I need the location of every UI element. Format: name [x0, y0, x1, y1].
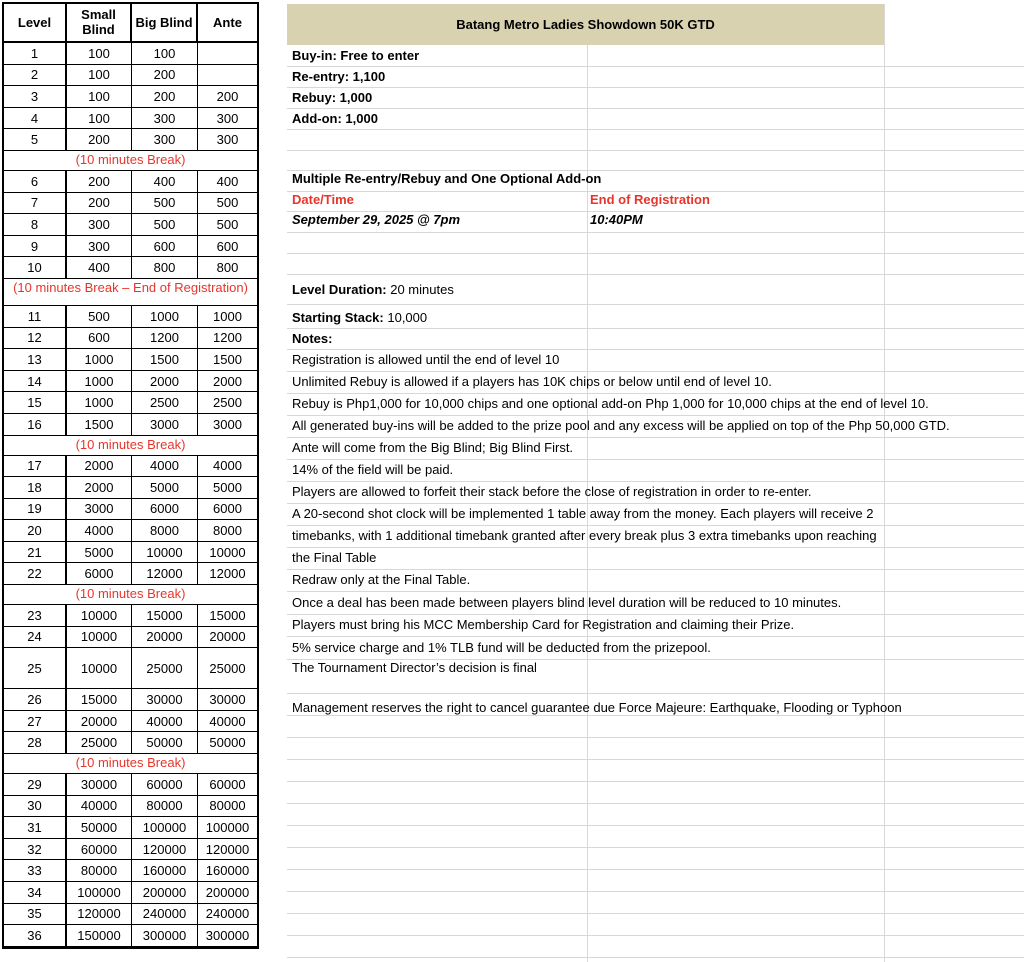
table-row	[4, 925, 257, 947]
gridline	[287, 569, 1024, 570]
small-blind-cell: 30000	[67, 774, 132, 796]
ante-cell: 600	[198, 236, 257, 258]
gridline	[287, 935, 1024, 936]
table-row	[4, 43, 257, 65]
big-blind-cell: 1500	[132, 349, 198, 371]
table-row	[4, 860, 257, 882]
small-blind-cell: 100000	[67, 882, 132, 904]
small-blind-cell: 600	[67, 328, 132, 350]
table-row	[4, 214, 257, 236]
ante-cell: 1500	[198, 349, 257, 371]
table-row	[4, 129, 257, 151]
ante-cell: 2000	[198, 371, 257, 393]
date-time-label: Date/Time	[292, 192, 354, 207]
ante-cell: 500	[198, 193, 257, 215]
gridline	[287, 87, 1024, 88]
table-row	[4, 796, 257, 818]
gridline	[287, 274, 1024, 275]
table-row	[4, 882, 257, 904]
level-cell: 25	[4, 648, 67, 689]
break-label: (10 minutes Break)	[4, 436, 257, 456]
gridline	[287, 891, 1024, 892]
note-line: A 20-second shot clock will be implemented 1 table away from the money. Each players will receive 2	[292, 506, 874, 521]
level-cell: 9	[4, 236, 67, 258]
ante-cell: 4000	[198, 456, 257, 478]
note-line: 14% of the field will be paid.	[292, 462, 454, 477]
gridline	[287, 636, 1024, 637]
ante-cell: 10000	[198, 542, 257, 564]
break-label: (10 minutes Break)	[4, 754, 257, 774]
big-blind-cell: 30000	[132, 689, 198, 711]
level-cell: 2	[4, 65, 67, 87]
ante-cell: 800	[198, 257, 257, 279]
level-cell: 6	[4, 171, 67, 193]
note-line: Players are allowed to forfeit their stack before the close of registration in order to re-enter.	[292, 484, 812, 499]
gridline	[287, 129, 1024, 130]
note-line: Once a deal has been made between players blind level duration will be reduced to 10 minutes.	[292, 595, 842, 610]
small-blind-cell: 200	[67, 171, 132, 193]
big-blind-cell: 500	[132, 214, 198, 236]
ante-cell: 100000	[198, 817, 257, 839]
small-blind-cell: 2000	[67, 477, 132, 499]
table-row	[4, 542, 257, 564]
big-blind-cell: 5000	[132, 477, 198, 499]
table-row	[4, 86, 257, 108]
level-cell: 26	[4, 689, 67, 711]
big-blind-cell: 300000	[132, 925, 198, 947]
level-cell: 28	[4, 732, 67, 754]
ante-cell: 40000	[198, 711, 257, 733]
ante-cell: 240000	[198, 904, 257, 926]
add-on-text: Add-on: 1,000	[292, 111, 378, 126]
break-row	[4, 279, 257, 306]
table-row	[4, 171, 257, 193]
ante-cell: 8000	[198, 520, 257, 542]
level-cell: 15	[4, 392, 67, 414]
table-row	[4, 236, 257, 258]
level-duration	[292, 283, 454, 296]
gridline	[287, 108, 1024, 109]
note-line: the Final Table	[292, 550, 377, 565]
table-row	[4, 689, 257, 711]
note-line: 5% service charge and 1% TLB fund will be deducted from the prizepool.	[292, 640, 711, 655]
table-header-row	[4, 4, 257, 43]
small-blind-cell: 1000	[67, 392, 132, 414]
ante-cell: 200	[198, 86, 257, 108]
ante-cell: 25000	[198, 648, 257, 689]
gridline	[287, 66, 1024, 67]
level-cell: 23	[4, 605, 67, 627]
tournament-title: Batang Metro Ladies Showdown 50K GTD	[287, 4, 884, 45]
small-blind-cell: 3000	[67, 499, 132, 521]
note-line: The Tournament Director’s decision is final	[292, 660, 537, 675]
small-blind-cell: 15000	[67, 689, 132, 711]
re-entry-text: Re-entry: 1,100	[292, 69, 386, 84]
small-blind-cell: 200	[67, 193, 132, 215]
ante-cell: 200000	[198, 882, 257, 904]
table-row	[4, 648, 257, 689]
gridline	[287, 759, 1024, 760]
multiple-entry-text: Multiple Re-entry/Rebuy and One Optional Add-on	[292, 171, 602, 186]
table-row	[4, 414, 257, 436]
big-blind-cell: 600	[132, 236, 198, 258]
big-blind-cell: 4000	[132, 456, 198, 478]
table-row	[4, 456, 257, 478]
level-cell: 12	[4, 328, 67, 350]
ante-cell: 1200	[198, 328, 257, 350]
level-cell: 7	[4, 193, 67, 215]
big-blind-cell: 100000	[132, 817, 198, 839]
level-duration-value: 20 minutes	[386, 282, 454, 297]
note-line: timebanks, with 1 additional timebank granted after every break plus 3 extra timebanks upon reaching	[292, 528, 877, 543]
table-row	[4, 371, 257, 393]
gridline	[287, 459, 1024, 460]
small-blind-cell: 25000	[67, 732, 132, 754]
gridline	[287, 371, 1024, 372]
level-cell: 1	[4, 43, 67, 65]
gridline	[287, 737, 1024, 738]
small-blind-cell: 50000	[67, 817, 132, 839]
gridline	[287, 869, 1024, 870]
small-blind-cell: 2000	[67, 456, 132, 478]
big-blind-cell: 240000	[132, 904, 198, 926]
end-registration-value: 10:40PM	[590, 212, 643, 227]
level-cell: 4	[4, 108, 67, 130]
ante-cell: 160000	[198, 860, 257, 882]
table-row	[4, 627, 257, 649]
gridline	[287, 913, 1024, 914]
big-blind-cell: 10000	[132, 542, 198, 564]
starting-stack-value: 10,000	[383, 310, 428, 325]
big-blind-cell: 40000	[132, 711, 198, 733]
small-blind-cell: 5000	[67, 542, 132, 564]
small-blind-cell: 60000	[67, 839, 132, 861]
level-cell: 27	[4, 711, 67, 733]
note-line: Ante will come from the Big Blind; Big Blind First.	[292, 440, 574, 455]
table-row	[4, 563, 257, 585]
big-blind-cell: 1000	[132, 306, 198, 328]
level-cell: 18	[4, 477, 67, 499]
break-row	[4, 585, 257, 605]
break-label: (10 minutes Break)	[4, 151, 257, 171]
gridline	[287, 825, 1024, 826]
gridline	[287, 614, 1024, 615]
big-blind-cell: 500	[132, 193, 198, 215]
ante-cell: 80000	[198, 796, 257, 818]
table-row	[4, 108, 257, 130]
level-cell: 10	[4, 257, 67, 279]
big-blind-cell: 200	[132, 65, 198, 87]
ante-cell: 6000	[198, 499, 257, 521]
small-blind-cell: 10000	[67, 605, 132, 627]
break-row	[4, 436, 257, 456]
ante-cell	[198, 43, 257, 65]
ante-cell: 1000	[198, 306, 257, 328]
header-small-blind: Small Blind	[67, 4, 132, 43]
note-line: Redraw only at the Final Table.	[292, 572, 471, 587]
level-cell: 33	[4, 860, 67, 882]
ante-cell	[198, 65, 257, 87]
gridline	[287, 591, 1024, 592]
ante-cell: 300000	[198, 925, 257, 947]
break-row	[4, 754, 257, 774]
note-line: Registration is allowed until the end of level 10	[292, 352, 560, 367]
big-blind-cell: 80000	[132, 796, 198, 818]
gridline	[287, 803, 1024, 804]
table-row	[4, 499, 257, 521]
date-time-value: September 29, 2025 @ 7pm	[292, 212, 461, 227]
gridline	[287, 525, 1024, 526]
gridline	[287, 503, 1024, 504]
big-blind-cell: 2500	[132, 392, 198, 414]
gridline	[287, 232, 1024, 233]
ante-cell: 50000	[198, 732, 257, 754]
big-blind-cell: 120000	[132, 839, 198, 861]
small-blind-cell: 6000	[67, 563, 132, 585]
gridline	[287, 437, 1024, 438]
big-blind-cell: 20000	[132, 627, 198, 649]
ante-cell: 300	[198, 129, 257, 151]
blind-rows	[4, 43, 257, 947]
table-row	[4, 605, 257, 627]
small-blind-cell: 40000	[67, 796, 132, 818]
small-blind-cell: 100	[67, 65, 132, 87]
small-blind-cell: 300	[67, 236, 132, 258]
table-row	[4, 904, 257, 926]
rebuy-text: Rebuy: 1,000	[292, 90, 373, 105]
level-cell: 20	[4, 520, 67, 542]
level-duration-label: Level Duration:	[292, 282, 387, 297]
ante-cell: 30000	[198, 689, 257, 711]
table-row	[4, 839, 257, 861]
level-cell: 17	[4, 456, 67, 478]
small-blind-cell: 1000	[67, 349, 132, 371]
small-blind-cell: 4000	[67, 520, 132, 542]
break-label: (10 minutes Break)	[4, 585, 257, 605]
ante-cell: 500	[198, 214, 257, 236]
small-blind-cell: 120000	[67, 904, 132, 926]
starting-stack-label: Starting Stack:	[292, 310, 384, 325]
level-cell: 19	[4, 499, 67, 521]
ante-cell: 15000	[198, 605, 257, 627]
big-blind-cell: 25000	[132, 648, 198, 689]
level-cell: 31	[4, 817, 67, 839]
table-row	[4, 732, 257, 754]
level-cell: 24	[4, 627, 67, 649]
level-cell: 34	[4, 882, 67, 904]
small-blind-cell: 400	[67, 257, 132, 279]
big-blind-cell: 15000	[132, 605, 198, 627]
gridline	[287, 393, 1024, 394]
small-blind-cell: 500	[67, 306, 132, 328]
level-cell: 36	[4, 925, 67, 947]
big-blind-cell: 60000	[132, 774, 198, 796]
ante-cell: 120000	[198, 839, 257, 861]
gridline	[287, 481, 1024, 482]
level-cell: 8	[4, 214, 67, 236]
starting-stack	[292, 311, 427, 324]
table-row	[4, 349, 257, 371]
gridline	[287, 957, 1024, 958]
table-row	[4, 193, 257, 215]
note-line: Unlimited Rebuy is allowed if a players has 10K chips or below until end of level 10.	[292, 374, 772, 389]
gridline	[287, 547, 1024, 548]
big-blind-cell: 300	[132, 108, 198, 130]
level-cell: 5	[4, 129, 67, 151]
level-cell: 14	[4, 371, 67, 393]
small-blind-cell: 200	[67, 129, 132, 151]
blind-structure-table	[2, 2, 259, 949]
gridline	[287, 150, 1024, 151]
gridline	[287, 349, 1024, 350]
small-blind-cell: 10000	[67, 648, 132, 689]
small-blind-cell: 150000	[67, 925, 132, 947]
small-blind-cell: 80000	[67, 860, 132, 882]
level-cell: 3	[4, 86, 67, 108]
small-blind-cell: 10000	[67, 627, 132, 649]
gridline	[287, 304, 1024, 305]
table-row	[4, 520, 257, 542]
big-blind-cell: 160000	[132, 860, 198, 882]
big-blind-cell: 1200	[132, 328, 198, 350]
level-cell: 30	[4, 796, 67, 818]
gridline	[287, 253, 1024, 254]
small-blind-cell: 300	[67, 214, 132, 236]
big-blind-cell: 100	[132, 43, 198, 65]
big-blind-cell: 800	[132, 257, 198, 279]
table-row	[4, 774, 257, 796]
big-blind-cell: 200	[132, 86, 198, 108]
level-cell: 29	[4, 774, 67, 796]
big-blind-cell: 8000	[132, 520, 198, 542]
level-cell: 11	[4, 306, 67, 328]
management-note: Management reserves the right to cancel guarantee due Force Majeure: Earthquake, Flooding or Typhoon	[292, 700, 902, 715]
gridline	[287, 328, 1024, 329]
table-row	[4, 477, 257, 499]
table-row	[4, 257, 257, 279]
ante-cell: 60000	[198, 774, 257, 796]
big-blind-cell: 200000	[132, 882, 198, 904]
table-row	[4, 711, 257, 733]
ante-cell: 12000	[198, 563, 257, 585]
end-registration-label: End of Registration	[590, 192, 710, 207]
small-blind-cell: 100	[67, 108, 132, 130]
big-blind-cell: 50000	[132, 732, 198, 754]
level-cell: 32	[4, 839, 67, 861]
small-blind-cell: 1000	[67, 371, 132, 393]
tournament-info-sheet	[287, 4, 1024, 962]
break-label: (10 minutes Break – End of Registration)	[4, 279, 257, 306]
table-row	[4, 392, 257, 414]
gridline	[287, 693, 1024, 694]
big-blind-cell: 400	[132, 171, 198, 193]
level-cell: 16	[4, 414, 67, 436]
big-blind-cell: 2000	[132, 371, 198, 393]
small-blind-cell: 100	[67, 86, 132, 108]
big-blind-cell: 3000	[132, 414, 198, 436]
notes-label: Notes:	[292, 331, 333, 346]
table-row	[4, 65, 257, 87]
table-row	[4, 328, 257, 350]
level-cell: 21	[4, 542, 67, 564]
small-blind-cell: 20000	[67, 711, 132, 733]
note-line: Players must bring his MCC Membership Card for Registration and claiming their Prize.	[292, 617, 795, 632]
level-cell: 35	[4, 904, 67, 926]
ante-cell: 5000	[198, 477, 257, 499]
break-row	[4, 151, 257, 171]
ante-cell: 2500	[198, 392, 257, 414]
gridline	[287, 847, 1024, 848]
ante-cell: 20000	[198, 627, 257, 649]
ante-cell: 3000	[198, 414, 257, 436]
big-blind-cell: 12000	[132, 563, 198, 585]
gridline	[287, 415, 1024, 416]
table-row	[4, 306, 257, 328]
note-line: All generated buy-ins will be added to the prize pool and any excess will be applied on top of the Php 50,000 GTD.	[292, 418, 950, 433]
header-level: Level	[4, 4, 67, 43]
note-line: Rebuy is Php1,000 for 10,000 chips and one optional add-on Php 1,000 for 10,000 chips at the end of level 10.	[292, 396, 929, 411]
big-blind-cell: 300	[132, 129, 198, 151]
small-blind-cell: 100	[67, 43, 132, 65]
big-blind-cell: 6000	[132, 499, 198, 521]
gridline	[287, 781, 1024, 782]
header-ante: Ante	[198, 4, 257, 43]
small-blind-cell: 1500	[67, 414, 132, 436]
header-big-blind: Big Blind	[132, 4, 198, 43]
buy-in-text: Buy-in: Free to enter	[292, 48, 420, 63]
level-cell: 13	[4, 349, 67, 371]
ante-cell: 400	[198, 171, 257, 193]
level-cell: 22	[4, 563, 67, 585]
gridline	[287, 715, 1024, 716]
ante-cell: 300	[198, 108, 257, 130]
table-row	[4, 817, 257, 839]
